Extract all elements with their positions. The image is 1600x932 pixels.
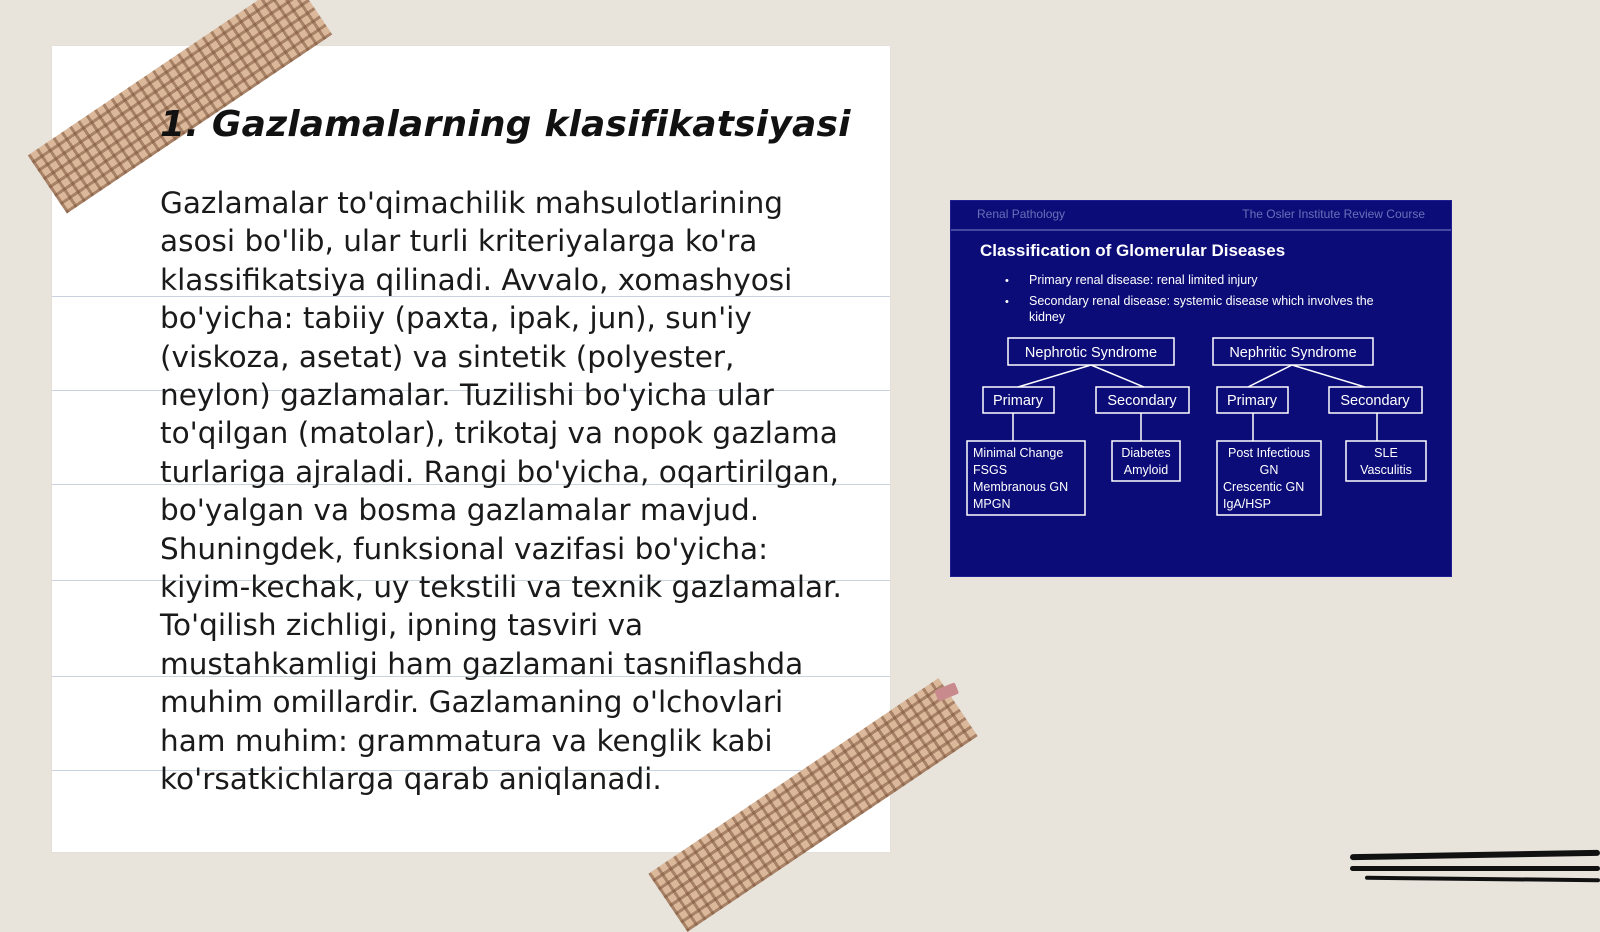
- diagram-bullet: Primary renal disease: renal limited injury: [1029, 273, 1258, 287]
- nephritic-secondary-item: Vasculitis: [1360, 463, 1412, 477]
- diagram-header-left: Renal Pathology: [977, 207, 1066, 221]
- connector-line: [1018, 365, 1091, 387]
- bullet-icon: •: [1005, 275, 1009, 287]
- nephrotic-secondary-item: Diabetes: [1121, 446, 1171, 460]
- connector-line: [1292, 365, 1365, 387]
- nephrotic-primary-label: Primary: [993, 393, 1043, 409]
- nephrotic-secondary-item: Amyloid: [1123, 463, 1169, 477]
- diagram-bullet-2: [1029, 294, 1377, 324]
- slide-body-text: Gazlamalar to'qimachilik mahsulotlarining asosi bo'lib, ular turli kriteriyalarga ko'ra klassifikatsiya qilinadi. Avvalo, xomashyosi bo'yicha: tabiiy (paxta, ipak, jun), sun'iy (viskoza, asetat) va sintetik (polyester, neylon) gazlamalar. Tuzilishi bo'yicha ular to'qilgan (matolar), trikotaj va nopok gazlama turlariga ajraladi. Rangi bo'yicha, oqartirilgan, bo'yalgan va bosma gazlamalar mavjud. Shuningdek, funksional vazifasi bo'yicha: kiyim-kechak, uy tekstili va texnik gazlamalar. To'qilish zichligi, ipning tasviri va mustahkamligi ham gazlamani tasniflashda muhim omillardir. Gazlamaning o'lchovlari ham muhim: grammatura va kenglik kabi ko'rsatkichlarga qarab aniqlanadi.: [160, 186, 842, 797]
- nephritic-primary-item: Crescentic GN: [1223, 480, 1305, 494]
- brush-stroke: [1350, 866, 1600, 871]
- brush-stroke: [1365, 876, 1600, 882]
- nephrotic-primary-item: MPGN: [973, 497, 1011, 511]
- nephritic-primary-item: GN: [1259, 463, 1279, 477]
- connector-line: [1091, 365, 1144, 387]
- nephritic-primary-label: Primary: [1227, 393, 1277, 409]
- nephritic-primary-item: Post Infectious: [1228, 446, 1310, 460]
- glomerular-classification-diagram: [950, 200, 1452, 577]
- diagram-bullet-2-line-1: Secondary renal disease: systemic disease which involves the: [1029, 294, 1374, 308]
- diagram-header-right: The Osler Institute Review Course: [1242, 207, 1425, 221]
- nephritic-secondary-item: SLE: [1374, 446, 1398, 460]
- nephrotic-primary-item: FSGS: [973, 463, 1008, 477]
- connector-line: [1248, 365, 1292, 387]
- nephritic-primary-item: IgA/HSP: [1223, 497, 1271, 511]
- nephritic-secondary-label: Secondary: [1340, 393, 1410, 409]
- diagram-title: Classification of Glomerular Diseases: [980, 241, 1286, 260]
- nephritic-syndrome-label: Nephritic Syndrome: [1229, 345, 1357, 361]
- nephrotic-syndrome-label: Nephrotic Syndrome: [1024, 345, 1158, 361]
- diagram-bullet-2-line-2: kidney: [1029, 310, 1066, 324]
- nephrotic-primary-item: Membranous GN: [973, 480, 1069, 494]
- nephrotic-primary-item: Minimal Change: [973, 446, 1064, 460]
- nephrotic-secondary-label: Secondary: [1107, 393, 1177, 409]
- bullet-icon: •: [1005, 296, 1009, 308]
- brush-stroke: [1350, 850, 1600, 860]
- slide-title: 1. Gazlamalarning klasifikatsiyasi: [160, 104, 851, 145]
